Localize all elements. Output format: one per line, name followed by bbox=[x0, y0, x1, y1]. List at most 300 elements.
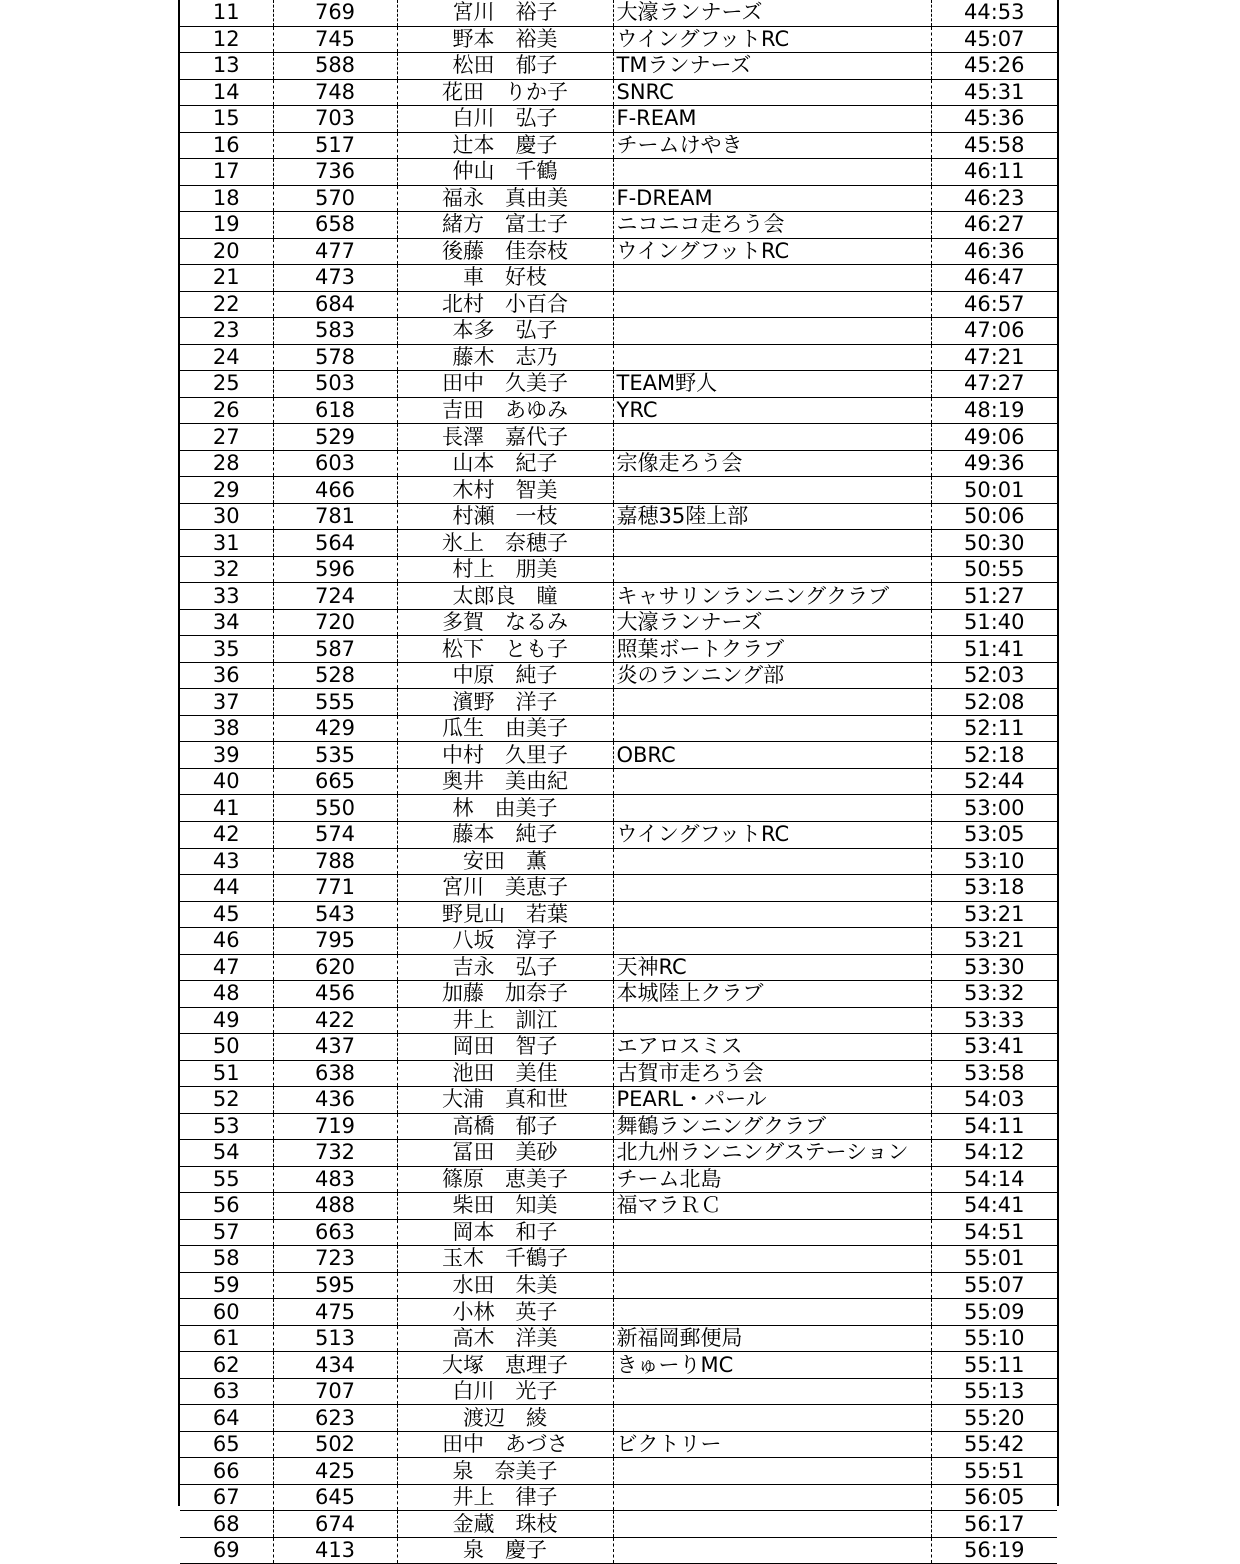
bib-number-cell: 620 bbox=[273, 954, 397, 981]
table-row bbox=[180, 159, 1057, 186]
club-name-cell bbox=[613, 530, 931, 557]
rank-cell: 41 bbox=[180, 795, 273, 822]
finish-time-cell: 53:21 bbox=[931, 928, 1057, 955]
bib-number-cell: 720 bbox=[273, 609, 397, 636]
table-row bbox=[180, 265, 1057, 292]
finish-time-cell: 55:13 bbox=[931, 1378, 1057, 1405]
bib-number-cell: 658 bbox=[273, 212, 397, 239]
bib-number-cell: 436 bbox=[273, 1087, 397, 1114]
finish-time-cell: 53:05 bbox=[931, 821, 1057, 848]
table-row bbox=[180, 0, 1057, 26]
runner-name-cell: 冨田 美砂 bbox=[397, 1140, 613, 1167]
runner-name-cell: 村瀬 一枝 bbox=[397, 503, 613, 530]
finish-time-cell: 53:00 bbox=[931, 795, 1057, 822]
runner-name-cell: 辻本 慶子 bbox=[397, 132, 613, 159]
table-row bbox=[180, 132, 1057, 159]
club-name-cell: 嘉穂35陸上部 bbox=[613, 503, 931, 530]
finish-time-cell: 45:26 bbox=[931, 53, 1057, 80]
rank-cell: 14 bbox=[180, 79, 273, 106]
club-name-cell: 本城陸上クラブ bbox=[613, 981, 931, 1008]
finish-time-cell: 51:27 bbox=[931, 583, 1057, 610]
club-name-cell bbox=[613, 1511, 931, 1538]
club-name-cell: 大濠ランナーズ bbox=[613, 609, 931, 636]
table-row bbox=[180, 1113, 1057, 1140]
finish-time-cell: 56:19 bbox=[931, 1537, 1057, 1564]
club-name-cell bbox=[613, 1272, 931, 1299]
runner-name-cell: 吉田 あゆみ bbox=[397, 397, 613, 424]
finish-time-cell: 55:07 bbox=[931, 1272, 1057, 1299]
finish-time-cell: 46:11 bbox=[931, 159, 1057, 186]
runner-name-cell: 岡本 和子 bbox=[397, 1219, 613, 1246]
club-name-cell: チームけやき bbox=[613, 132, 931, 159]
runner-name-cell: 福永 真由美 bbox=[397, 185, 613, 212]
runner-name-cell: 中原 純子 bbox=[397, 662, 613, 689]
finish-time-cell: 51:41 bbox=[931, 636, 1057, 663]
rank-cell: 50 bbox=[180, 1034, 273, 1061]
runner-name-cell: 太郎良 瞳 bbox=[397, 583, 613, 610]
runner-name-cell: 水田 朱美 bbox=[397, 1272, 613, 1299]
finish-time-cell: 46:36 bbox=[931, 238, 1057, 265]
club-name-cell: 照葉ボートクラブ bbox=[613, 636, 931, 663]
finish-time-cell: 52:08 bbox=[931, 689, 1057, 716]
finish-time-cell: 44:53 bbox=[931, 0, 1057, 26]
runner-name-cell: 田中 久美子 bbox=[397, 371, 613, 398]
runner-name-cell: 緒方 富士子 bbox=[397, 212, 613, 239]
rank-cell: 59 bbox=[180, 1272, 273, 1299]
table-row bbox=[180, 1272, 1057, 1299]
club-name-cell: 舞鶴ランニングクラブ bbox=[613, 1113, 931, 1140]
table-row bbox=[180, 291, 1057, 318]
runner-name-cell: 大浦 真和世 bbox=[397, 1087, 613, 1114]
runner-name-cell: 松田 郁子 bbox=[397, 53, 613, 80]
bib-number-cell: 703 bbox=[273, 106, 397, 133]
club-name-cell: ニコニコ走ろう会 bbox=[613, 212, 931, 239]
club-name-cell: 宗像走ろう会 bbox=[613, 450, 931, 477]
club-name-cell: 福マラＲＣ bbox=[613, 1193, 931, 1220]
finish-time-cell: 50:01 bbox=[931, 477, 1057, 504]
table-row bbox=[180, 875, 1057, 902]
club-name-cell bbox=[613, 1007, 931, 1034]
runner-name-cell: 花田 りか子 bbox=[397, 79, 613, 106]
runner-name-cell: 奥井 美由紀 bbox=[397, 768, 613, 795]
club-name-cell bbox=[613, 424, 931, 451]
bib-number-cell: 623 bbox=[273, 1405, 397, 1432]
bib-number-cell: 502 bbox=[273, 1431, 397, 1458]
rank-cell: 55 bbox=[180, 1166, 273, 1193]
runner-name-cell: 濱野 洋子 bbox=[397, 689, 613, 716]
club-name-cell bbox=[613, 159, 931, 186]
runner-name-cell: 多賀 なるみ bbox=[397, 609, 613, 636]
runner-name-cell: 小林 英子 bbox=[397, 1299, 613, 1326]
bib-number-cell: 578 bbox=[273, 344, 397, 371]
table-row bbox=[180, 1166, 1057, 1193]
runner-name-cell: 藤本 純子 bbox=[397, 821, 613, 848]
bib-number-cell: 473 bbox=[273, 265, 397, 292]
runner-name-cell: 北村 小百合 bbox=[397, 291, 613, 318]
club-name-cell bbox=[613, 689, 931, 716]
bib-number-cell: 513 bbox=[273, 1325, 397, 1352]
runner-name-cell: 池田 美佳 bbox=[397, 1060, 613, 1087]
table-row bbox=[180, 530, 1057, 557]
club-name-cell: チーム北島 bbox=[613, 1166, 931, 1193]
club-name-cell bbox=[613, 795, 931, 822]
runner-name-cell: 白川 光子 bbox=[397, 1378, 613, 1405]
finish-time-cell: 52:18 bbox=[931, 742, 1057, 769]
table-row bbox=[180, 1193, 1057, 1220]
bib-number-cell: 543 bbox=[273, 901, 397, 928]
finish-time-cell: 47:06 bbox=[931, 318, 1057, 345]
rank-cell: 49 bbox=[180, 1007, 273, 1034]
bib-number-cell: 736 bbox=[273, 159, 397, 186]
rank-cell: 60 bbox=[180, 1299, 273, 1326]
runner-name-cell: 車 好枝 bbox=[397, 265, 613, 292]
table-row bbox=[180, 928, 1057, 955]
bib-number-cell: 517 bbox=[273, 132, 397, 159]
runner-name-cell: 藤木 志乃 bbox=[397, 344, 613, 371]
bib-number-cell: 595 bbox=[273, 1272, 397, 1299]
runner-name-cell: 大塚 恵理子 bbox=[397, 1352, 613, 1379]
rank-cell: 29 bbox=[180, 477, 273, 504]
club-name-cell bbox=[613, 715, 931, 742]
runner-name-cell: 松下 とも子 bbox=[397, 636, 613, 663]
finish-time-cell: 46:47 bbox=[931, 265, 1057, 292]
runner-name-cell: 野見山 若葉 bbox=[397, 901, 613, 928]
finish-time-cell: 50:30 bbox=[931, 530, 1057, 557]
table-row bbox=[180, 1431, 1057, 1458]
bib-number-cell: 596 bbox=[273, 556, 397, 583]
bib-number-cell: 429 bbox=[273, 715, 397, 742]
club-name-cell: キャサリンランニングクラブ bbox=[613, 583, 931, 610]
rank-cell: 43 bbox=[180, 848, 273, 875]
finish-time-cell: 50:55 bbox=[931, 556, 1057, 583]
runner-name-cell: 木村 智美 bbox=[397, 477, 613, 504]
finish-time-cell: 46:57 bbox=[931, 291, 1057, 318]
rank-cell: 39 bbox=[180, 742, 273, 769]
club-name-cell bbox=[613, 1484, 931, 1511]
table-row bbox=[180, 1405, 1057, 1432]
table-row bbox=[180, 689, 1057, 716]
rank-cell: 48 bbox=[180, 981, 273, 1008]
finish-time-cell: 54:12 bbox=[931, 1140, 1057, 1167]
finish-time-cell: 53:41 bbox=[931, 1034, 1057, 1061]
results-table bbox=[180, 0, 1057, 1564]
runner-name-cell: 岡田 智子 bbox=[397, 1034, 613, 1061]
bib-number-cell: 528 bbox=[273, 662, 397, 689]
table-row bbox=[180, 185, 1057, 212]
table-row bbox=[180, 1352, 1057, 1379]
bib-number-cell: 434 bbox=[273, 1352, 397, 1379]
table-row bbox=[180, 795, 1057, 822]
table-row bbox=[180, 1087, 1057, 1114]
rank-cell: 24 bbox=[180, 344, 273, 371]
finish-time-cell: 53:58 bbox=[931, 1060, 1057, 1087]
club-name-cell bbox=[613, 1405, 931, 1432]
club-name-cell bbox=[613, 344, 931, 371]
table-row bbox=[180, 1537, 1057, 1564]
table-row bbox=[180, 371, 1057, 398]
runner-name-cell: 宮川 美恵子 bbox=[397, 875, 613, 902]
table-row bbox=[180, 1299, 1057, 1326]
table-row bbox=[180, 397, 1057, 424]
club-name-cell: 北九州ランニングステーション bbox=[613, 1140, 931, 1167]
bib-number-cell: 674 bbox=[273, 1511, 397, 1538]
table-row bbox=[180, 848, 1057, 875]
runner-name-cell: 宮川 裕子 bbox=[397, 0, 613, 26]
rank-cell: 58 bbox=[180, 1246, 273, 1273]
club-name-cell: TEAM野人 bbox=[613, 371, 931, 398]
rank-cell: 33 bbox=[180, 583, 273, 610]
bib-number-cell: 707 bbox=[273, 1378, 397, 1405]
bib-number-cell: 456 bbox=[273, 981, 397, 1008]
club-name-cell bbox=[613, 1537, 931, 1564]
bib-number-cell: 422 bbox=[273, 1007, 397, 1034]
rank-cell: 68 bbox=[180, 1511, 273, 1538]
bib-number-cell: 588 bbox=[273, 53, 397, 80]
rank-cell: 47 bbox=[180, 954, 273, 981]
table-row bbox=[180, 450, 1057, 477]
runner-name-cell: 泉 慶子 bbox=[397, 1537, 613, 1564]
finish-time-cell: 53:30 bbox=[931, 954, 1057, 981]
table-row bbox=[180, 1325, 1057, 1352]
bib-number-cell: 723 bbox=[273, 1246, 397, 1273]
finish-time-cell: 47:27 bbox=[931, 371, 1057, 398]
bib-number-cell: 466 bbox=[273, 477, 397, 504]
club-name-cell: ウイングフットRC bbox=[613, 238, 931, 265]
rank-cell: 51 bbox=[180, 1060, 273, 1087]
rank-cell: 44 bbox=[180, 875, 273, 902]
finish-time-cell: 45:07 bbox=[931, 26, 1057, 53]
runner-name-cell: 泉 奈美子 bbox=[397, 1458, 613, 1485]
rank-cell: 66 bbox=[180, 1458, 273, 1485]
results-table-body bbox=[180, 0, 1057, 1564]
bib-number-cell: 535 bbox=[273, 742, 397, 769]
finish-time-cell: 55:11 bbox=[931, 1352, 1057, 1379]
rank-cell: 17 bbox=[180, 159, 273, 186]
finish-time-cell: 48:19 bbox=[931, 397, 1057, 424]
rank-cell: 21 bbox=[180, 265, 273, 292]
finish-time-cell: 55:42 bbox=[931, 1431, 1057, 1458]
rank-cell: 15 bbox=[180, 106, 273, 133]
finish-time-cell: 54:03 bbox=[931, 1087, 1057, 1114]
table-row bbox=[180, 1378, 1057, 1405]
club-name-cell bbox=[613, 1246, 931, 1273]
table-row bbox=[180, 981, 1057, 1008]
runner-name-cell: 野本 裕美 bbox=[397, 26, 613, 53]
table-row bbox=[180, 1007, 1057, 1034]
table-row bbox=[180, 901, 1057, 928]
finish-time-cell: 45:36 bbox=[931, 106, 1057, 133]
table-row bbox=[180, 79, 1057, 106]
finish-time-cell: 56:05 bbox=[931, 1484, 1057, 1511]
finish-time-cell: 46:23 bbox=[931, 185, 1057, 212]
table-row bbox=[180, 238, 1057, 265]
runner-name-cell: 山本 紀子 bbox=[397, 450, 613, 477]
finish-time-cell: 55:01 bbox=[931, 1246, 1057, 1273]
finish-time-cell: 47:21 bbox=[931, 344, 1057, 371]
runner-name-cell: 安田 薫 bbox=[397, 848, 613, 875]
table-row bbox=[180, 318, 1057, 345]
finish-time-cell: 54:11 bbox=[931, 1113, 1057, 1140]
table-row bbox=[180, 1484, 1057, 1511]
rank-cell: 56 bbox=[180, 1193, 273, 1220]
table-row bbox=[180, 1140, 1057, 1167]
rank-cell: 62 bbox=[180, 1352, 273, 1379]
bib-number-cell: 748 bbox=[273, 79, 397, 106]
finish-time-cell: 52:44 bbox=[931, 768, 1057, 795]
rank-cell: 35 bbox=[180, 636, 273, 663]
runner-name-cell: 白川 弘子 bbox=[397, 106, 613, 133]
rank-cell: 27 bbox=[180, 424, 273, 451]
finish-time-cell: 53:21 bbox=[931, 901, 1057, 928]
bib-number-cell: 618 bbox=[273, 397, 397, 424]
table-row bbox=[180, 212, 1057, 239]
finish-time-cell: 55:20 bbox=[931, 1405, 1057, 1432]
club-name-cell: SNRC bbox=[613, 79, 931, 106]
runner-name-cell: 後藤 佳奈枝 bbox=[397, 238, 613, 265]
finish-time-cell: 53:18 bbox=[931, 875, 1057, 902]
club-name-cell: F-DREAM bbox=[613, 185, 931, 212]
rank-cell: 19 bbox=[180, 212, 273, 239]
bib-number-cell: 503 bbox=[273, 371, 397, 398]
club-name-cell: エアロスミス bbox=[613, 1034, 931, 1061]
rank-cell: 61 bbox=[180, 1325, 273, 1352]
finish-time-cell: 46:27 bbox=[931, 212, 1057, 239]
finish-time-cell: 53:33 bbox=[931, 1007, 1057, 1034]
finish-time-cell: 49:06 bbox=[931, 424, 1057, 451]
table-row bbox=[180, 1458, 1057, 1485]
club-name-cell: きゅーりMC bbox=[613, 1352, 931, 1379]
rank-cell: 22 bbox=[180, 291, 273, 318]
table-row bbox=[180, 821, 1057, 848]
bib-number-cell: 665 bbox=[273, 768, 397, 795]
finish-time-cell: 53:32 bbox=[931, 981, 1057, 1008]
rank-cell: 26 bbox=[180, 397, 273, 424]
rank-cell: 30 bbox=[180, 503, 273, 530]
bib-number-cell: 477 bbox=[273, 238, 397, 265]
table-row bbox=[180, 583, 1057, 610]
table-row bbox=[180, 1034, 1057, 1061]
club-name-cell bbox=[613, 1299, 931, 1326]
bib-number-cell: 638 bbox=[273, 1060, 397, 1087]
club-name-cell: 天神RC bbox=[613, 954, 931, 981]
table-row bbox=[180, 26, 1057, 53]
rank-cell: 31 bbox=[180, 530, 273, 557]
table-row bbox=[180, 477, 1057, 504]
table-row bbox=[180, 1511, 1057, 1538]
runner-name-cell: 八坂 淳子 bbox=[397, 928, 613, 955]
rank-cell: 16 bbox=[180, 132, 273, 159]
runner-name-cell: 林 由美子 bbox=[397, 795, 613, 822]
runner-name-cell: 加藤 加奈子 bbox=[397, 981, 613, 1008]
finish-time-cell: 54:14 bbox=[931, 1166, 1057, 1193]
table-row bbox=[180, 503, 1057, 530]
club-name-cell bbox=[613, 265, 931, 292]
rank-cell: 54 bbox=[180, 1140, 273, 1167]
rank-cell: 37 bbox=[180, 689, 273, 716]
bib-number-cell: 570 bbox=[273, 185, 397, 212]
club-name-cell bbox=[613, 556, 931, 583]
rank-cell: 28 bbox=[180, 450, 273, 477]
bib-number-cell: 413 bbox=[273, 1537, 397, 1564]
club-name-cell bbox=[613, 1378, 931, 1405]
rank-cell: 20 bbox=[180, 238, 273, 265]
rank-cell: 12 bbox=[180, 26, 273, 53]
bib-number-cell: 771 bbox=[273, 875, 397, 902]
rank-cell: 34 bbox=[180, 609, 273, 636]
bib-number-cell: 425 bbox=[273, 1458, 397, 1485]
club-name-cell: OBRC bbox=[613, 742, 931, 769]
rank-cell: 11 bbox=[180, 0, 273, 26]
finish-time-cell: 53:10 bbox=[931, 848, 1057, 875]
finish-time-cell: 50:06 bbox=[931, 503, 1057, 530]
finish-time-cell: 49:36 bbox=[931, 450, 1057, 477]
table-row bbox=[180, 1060, 1057, 1087]
runner-name-cell: 吉永 弘子 bbox=[397, 954, 613, 981]
runner-name-cell: 金蔵 珠枝 bbox=[397, 1511, 613, 1538]
club-name-cell bbox=[613, 875, 931, 902]
rank-cell: 52 bbox=[180, 1087, 273, 1114]
club-name-cell bbox=[613, 1458, 931, 1485]
club-name-cell bbox=[613, 768, 931, 795]
club-name-cell: ビクトリー bbox=[613, 1431, 931, 1458]
runner-name-cell: 高橋 郁子 bbox=[397, 1113, 613, 1140]
table-row bbox=[180, 742, 1057, 769]
rank-cell: 57 bbox=[180, 1219, 273, 1246]
club-name-cell bbox=[613, 477, 931, 504]
runner-name-cell: 長澤 嘉代子 bbox=[397, 424, 613, 451]
table-row bbox=[180, 636, 1057, 663]
club-name-cell bbox=[613, 318, 931, 345]
club-name-cell: 炎のランニング部 bbox=[613, 662, 931, 689]
runner-name-cell: 井上 訓江 bbox=[397, 1007, 613, 1034]
table-row bbox=[180, 1246, 1057, 1273]
finish-time-cell: 45:58 bbox=[931, 132, 1057, 159]
rank-cell: 13 bbox=[180, 53, 273, 80]
bib-number-cell: 583 bbox=[273, 318, 397, 345]
club-name-cell: ウイングフットRC bbox=[613, 821, 931, 848]
runner-name-cell: 高木 洋美 bbox=[397, 1325, 613, 1352]
bib-number-cell: 488 bbox=[273, 1193, 397, 1220]
bib-number-cell: 483 bbox=[273, 1166, 397, 1193]
bib-number-cell: 745 bbox=[273, 26, 397, 53]
club-name-cell bbox=[613, 291, 931, 318]
club-name-cell bbox=[613, 848, 931, 875]
runner-name-cell: 瓜生 由美子 bbox=[397, 715, 613, 742]
bib-number-cell: 564 bbox=[273, 530, 397, 557]
finish-time-cell: 52:11 bbox=[931, 715, 1057, 742]
club-name-cell bbox=[613, 1219, 931, 1246]
finish-time-cell: 55:51 bbox=[931, 1458, 1057, 1485]
finish-time-cell: 54:41 bbox=[931, 1193, 1057, 1220]
bib-number-cell: 645 bbox=[273, 1484, 397, 1511]
rank-cell: 32 bbox=[180, 556, 273, 583]
bib-number-cell: 574 bbox=[273, 821, 397, 848]
rank-cell: 25 bbox=[180, 371, 273, 398]
runner-name-cell: 中村 久里子 bbox=[397, 742, 613, 769]
bib-number-cell: 732 bbox=[273, 1140, 397, 1167]
table-row bbox=[180, 768, 1057, 795]
runner-name-cell: 田中 あづさ bbox=[397, 1431, 613, 1458]
table-row bbox=[180, 556, 1057, 583]
runner-name-cell: 本多 弘子 bbox=[397, 318, 613, 345]
results-sheet bbox=[178, 0, 1059, 1563]
rank-cell: 69 bbox=[180, 1537, 273, 1564]
finish-time-cell: 54:51 bbox=[931, 1219, 1057, 1246]
bib-number-cell: 769 bbox=[273, 0, 397, 26]
finish-time-cell: 45:31 bbox=[931, 79, 1057, 106]
finish-time-cell: 55:09 bbox=[931, 1299, 1057, 1326]
rank-cell: 42 bbox=[180, 821, 273, 848]
